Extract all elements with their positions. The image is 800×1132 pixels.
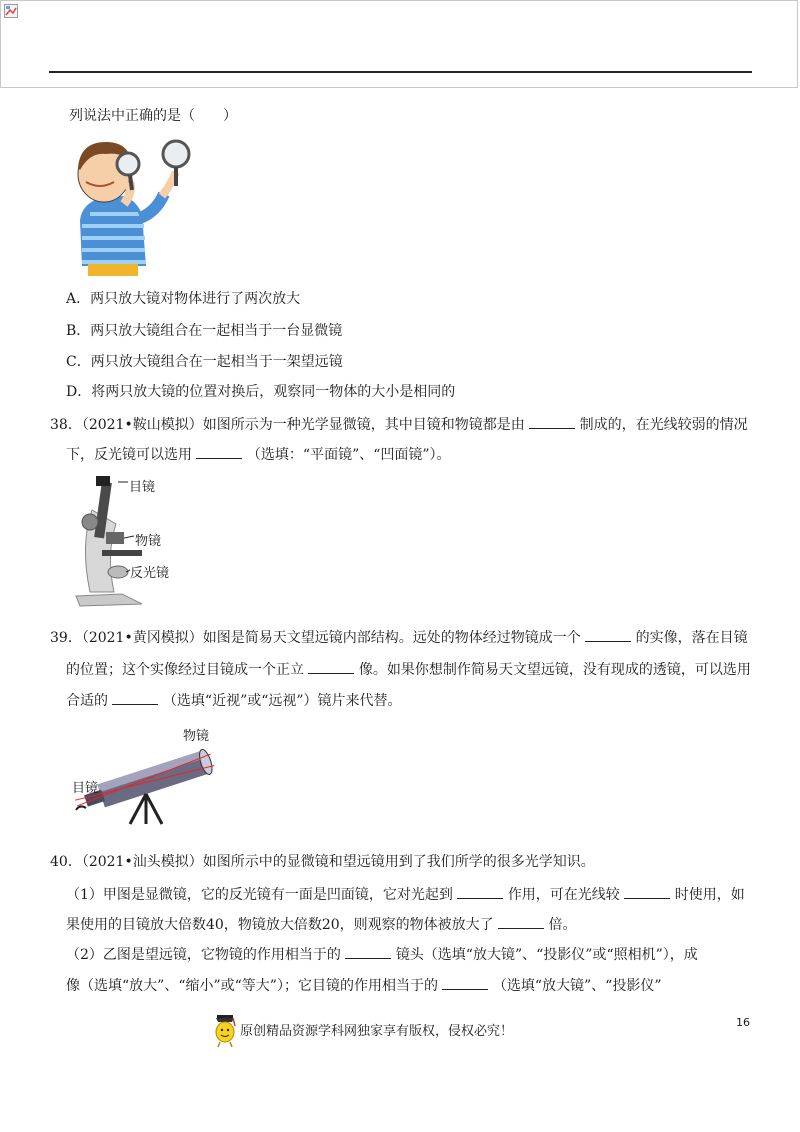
q40-text-p2c: 像（选填“放大”、“缩小”或“等大”）；它目镜的作用相当于的 [66,978,438,994]
q37-option-b: B．两只放大镜组合在一起相当于一台显微镜 [66,323,343,339]
q37-option-d: D．将两只放大镜的位置对换后，观察同一物体的大小是相同的 [66,384,456,400]
q40-text-p1d: 果使用的目镜放大倍数40，物镜放大倍数20，则观察的物体被放大了 [66,917,494,933]
q38-text-2a: 下，反光镜可以选用 [66,447,192,463]
q40-text-p1b: 作用，可在光线较 [507,887,620,903]
q39-blank-1[interactable] [585,627,631,642]
q37-option-a: A．两只放大镜对物体进行了两次放大 [66,291,301,307]
page-number: 16 [736,1016,750,1029]
q40-blank-4[interactable] [345,944,391,959]
q40-text-p1a: （1）甲图是显微镜，它的反光镜有一面是凹面镜，它对光起到 [66,887,453,903]
q39-text-3b: （选填“近视”或“远视”）镜片来代替。 [162,693,402,709]
header-frame [0,0,798,88]
q39-blank-3[interactable] [112,690,158,705]
q39-text-1a: 39．（2021•黄冈模拟）如图是简易天文望远镜内部结构。远处的物体经过物镜成一个 [50,630,581,646]
mascot-icon [212,1014,238,1048]
q39-blank-2[interactable] [308,659,354,674]
q40-blank-2[interactable] [624,884,670,899]
q39-label-eyepiece: 目镜 [72,781,99,796]
q38-text-1a: 38．（2021•鞍山模拟）如图所示为一种光学显微镜，其中目镜和物镜都是由 [50,417,525,433]
q40-blank-1[interactable] [457,884,503,899]
q40-blank-3[interactable] [498,914,544,929]
q39-text-2a: 的位置；这个实像经过目镜成一个正立 [66,662,304,678]
q37-stem-tail: 列说法中正确的是（ ） [69,108,237,124]
q40-text-p1c: 时使用，如 [674,887,745,903]
q39-line-1 [50,627,748,647]
q38-text-1b: 制成的，在光线较弱的情况 [579,417,748,433]
q40-line-2 [66,884,745,904]
q40-blank-5[interactable] [442,975,488,990]
header-rule [49,71,752,73]
q38-label-eyepiece: 目镜 [129,480,156,495]
q40-text-p2a: （2）乙图是望远镜，它物镜的作用相当于的 [66,947,341,963]
q39-label-objective: 物镜 [183,729,210,744]
q38-label-objective: 物镜 [135,534,162,549]
q39-text-1b: 的实像，落在目镜 [635,630,748,646]
q39-text-2b: 像。如果你想制作简易天文望远镜，没有现成的透镜，可以选用 [358,662,751,678]
q38-blank-2[interactable] [196,444,242,459]
q40-line-3 [66,914,577,934]
footer-copyright: 原创精品资源学科网独家享有版权，侵权必究！ [240,1024,514,1039]
boy-with-magnifiers-figure [66,134,192,276]
q40-line-1: 40．（2021•汕头模拟）如图所示中的显微镜和望远镜用到了我们所学的很多光学知识。 [50,854,595,870]
q39-line-2 [66,659,751,679]
q38-text-2b: （选填：“平面镜”、“凹面镜”）。 [246,447,451,463]
q38-blank-1[interactable] [529,414,575,429]
q37-option-c: C．两只放大镜组合在一起相当于一架望远镜 [66,354,343,370]
broken-image-icon [4,4,18,18]
q40-text-p2d: （选填“放大镜”、“投影仪” [492,978,662,994]
q40-line-5 [66,975,662,995]
q38-line-2 [66,444,451,464]
q38-line-1 [50,414,748,434]
q38-label-mirror: 反光镜 [130,566,170,581]
q40-text-p1e: 倍。 [548,917,577,933]
q40-text-p2b: 镜头（选填“放大镜”、“投影仪”或“照相机”），成 [395,947,698,963]
q40-line-4 [66,944,698,964]
q39-text-3a: 合适的 [66,693,108,709]
q39-line-3 [66,690,402,710]
